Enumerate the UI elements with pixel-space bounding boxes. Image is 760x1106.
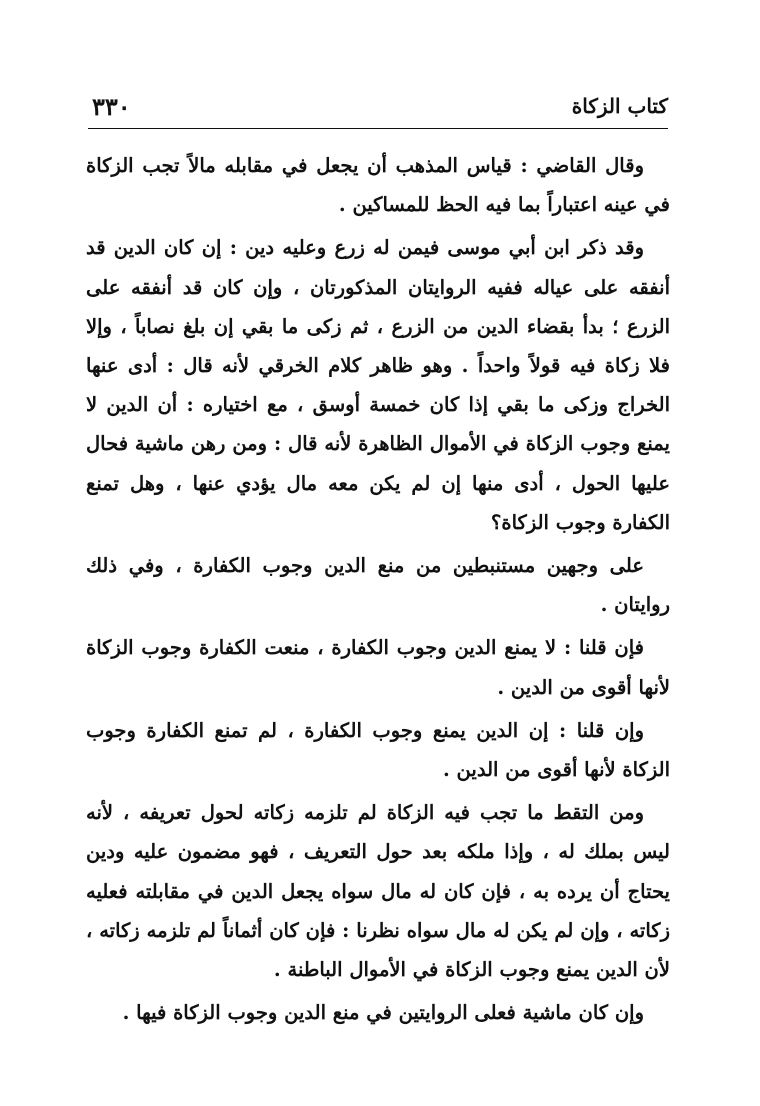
paragraph: على وجهين مستنبطين من منع الدين وجوب الكفارة ، وفي ذلك روايتان . <box>86 554 670 617</box>
paragraph: ومن التقط ما تجب فيه الزكاة لم تلزمه زكاته لحول تعريفه ، لأنه ليس بملك له ، وإذا ملكه بعد حول التعريف ، فهو مضمون عليه ودين يحتاج أن يرده به ، فإن كان له مال سواه يجعل الدين في مقابلته فعليه زكاته ، وإن لم يكن له مال سواه نظرنا : فإن كان أثماناً لم تلزمه زكاته ، لأن الدين يمنع وجوب الزكاة في الأموال الباطنة . <box>86 801 670 982</box>
paragraph: فإن قلنا : لا يمنع الدين وجوب الكفارة ، منعت الكفارة وجوب الزكاة لأنها أقوى من الدين . <box>86 636 670 699</box>
paragraph: وقد ذكر ابن أبي موسى فيمن له زرع وعليه دين : إن كان الدين قد أنفقه على عياله ففيه الروايتان المذكورتان ، وإن كان قد أنفقه على الزرع ؛ بدأ بقضاء الدين من الزرع ، ثم زكى ما بقي إن بلغ نصاباً ، وإلا فلا زكاة فيه قولاً واحداً . وهو ظاهر كلام الخرقي لأنه قال : أدى عنها الخراج وزكى ما بقي إذا كان خمسة أوسق ، مع اختياره : أن الدين لا يمنع وجوب الزكاة في الأموال الظاهرة لأنه قال : ومن رهن ماشية فحال عليها الحول ، أدى منها إن لم يكن معه مال يؤدي عنها ، وهل تمنع الكفارة وجوب الزكاة؟ <box>86 236 670 534</box>
running-header <box>88 92 668 129</box>
paragraph: وإن كان ماشية فعلى الروايتين في منع الدين وجوب الزكاة فيها . <box>122 1001 644 1025</box>
page-body <box>86 146 670 1036</box>
paragraph: وإن قلنا : إن الدين يمنع وجوب الكفارة ، لم تمنع الكفارة وجوب الزكاة لأنها أقوى من الدين . <box>86 718 670 782</box>
chapter-title: كتاب الزكاة <box>571 94 668 118</box>
page-number: ٣٣٠ <box>92 92 131 121</box>
paragraph: وقال القاضي : قياس المذهب أن يجعل في مقابله مالاً تجب الزكاة في عينه اعتباراً بما فيه الحظ للمساكين . <box>86 154 670 217</box>
